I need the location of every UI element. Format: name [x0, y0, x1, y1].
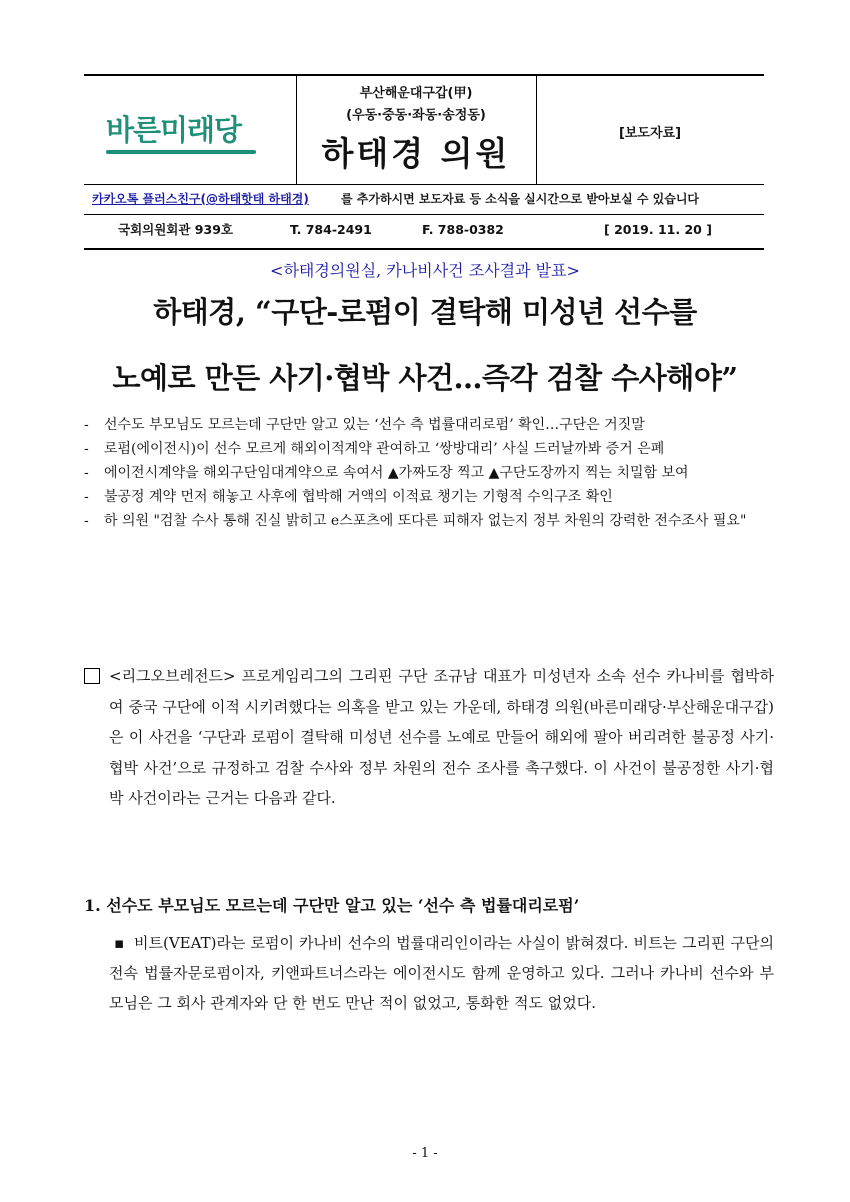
fax: F. 788-0382: [422, 222, 504, 237]
summary-bullet: - 불공정 계약 먼저 해놓고 사후에 협박해 거액의 이적료 챙기는 기형적 수익구조 확인: [84, 489, 613, 505]
kakao-notice-row: [84, 184, 764, 215]
summary-bullet: - 로펌(에이전시)이 선수 모르게 해외이적계약 관여하고 ‘쌍방대리’ 사실 드러날까봐 증거 은폐: [84, 441, 665, 457]
lead-paragraph-text: <리그오브레전드> 프로게임리그의 그리핀 구단 조규남 대표가 미성년자 소속 선수 카나비를 협박하여 중국 구단에 이적 시키려했다는 의혹을 받고 있는 가운데, 하태경 의원(바른미래당·부산해운대구갑)은 이 사건을 ‘구단과 로펌이 결탁해 미성년 선수를 노예로 만들어 해외에 팔아 버리려한 불공정 사기·협박 사건’으로 규정하고 검찰 수사와 정부 차원의 전수 조사를 촉구했다. 이 사건이 불공정한 사기·협박 사건이라는 근거는 다음과 같다.: [109, 667, 774, 807]
page-number: - 1 -: [412, 1146, 438, 1161]
areas-label: (우동·중동·좌동·송정동): [346, 108, 486, 123]
office-room: 국회의원회관 939호: [118, 222, 233, 237]
doc-type-label: [보도자료]: [618, 126, 682, 141]
member-info: [296, 76, 537, 184]
party-logo-underline: [106, 150, 256, 154]
kakao-notice-text: 를 추가하시면 보도자료 등 소식을 실시간으로 받아보실 수 있습니다: [341, 192, 700, 206]
small-square-bullet-icon: ▪: [114, 934, 125, 952]
telephone: T. 784-2491: [290, 222, 372, 237]
doc-type-cell: [536, 76, 764, 184]
party-logo: [84, 76, 297, 184]
section-1-body: [84, 928, 774, 1018]
headline-line-1: 하태경, “구단-로펌이 결탁해 미성년 선수를: [153, 295, 697, 329]
section-1-text: 비트(VEAT)라는 로펌이 카나비 선수의 법률대리인이라는 사실이 밝혀졌다. 비트는 그리핀 구단의 전속 법률자문로펌이자, 키앤파트너스라는 에이전시도 함께 운영하고 있다. 그러나 카나비 선수와 부모님은 그 회사 관계자와 단 한 번도 만난 적이 없었고, 통화한 적도 없었다.: [109, 934, 774, 1012]
member-name: 하태경 의원: [321, 134, 511, 173]
summary-bullet: - 에이전시계약을 해외구단임대계약으로 속여서 ▲가짜도장 찍고 ▲구단도장까지 찍는 치밀함 보여: [84, 465, 689, 481]
header-top-row: [84, 76, 764, 185]
summary-bullets: [84, 413, 770, 533]
party-logo-text: 바른미래당: [106, 113, 242, 147]
kakao-plusfriend-link[interactable]: 카카오톡 플러스친구(@하태핫태 하태경): [92, 192, 309, 206]
lead-paragraph: [84, 661, 774, 814]
contact-row: [84, 214, 764, 246]
subheading: <하태경의원실, 카나비사건 조사결과 발표>: [270, 261, 580, 280]
headline-line-2: 노예로 만든 사기·협박 사건…즉각 검찰 수사해야”: [112, 361, 738, 395]
summary-bullet: - 하 의원 "검찰 수사 통해 진실 밝히고 e스포츠에 또다른 피해자 없는지 정부 차원의 강력한 전수조사 필요": [84, 513, 747, 529]
section-1-title: 1. 선수도 부모님도 모르는데 구단만 알고 있는 ‘선수 측 법률대리로펌’: [84, 896, 580, 915]
header-table: [84, 74, 764, 250]
release-date: [ 2019. 11. 20 ]: [604, 222, 712, 237]
summary-bullet: - 선수도 부모님도 모르는데 구단만 알고 있는 ‘선수 측 법률대리로펌’ 확인…구단은 거짓말: [84, 417, 645, 433]
district-label: 부산해운대구갑(甲): [359, 86, 473, 101]
square-bullet-icon: [84, 668, 100, 684]
